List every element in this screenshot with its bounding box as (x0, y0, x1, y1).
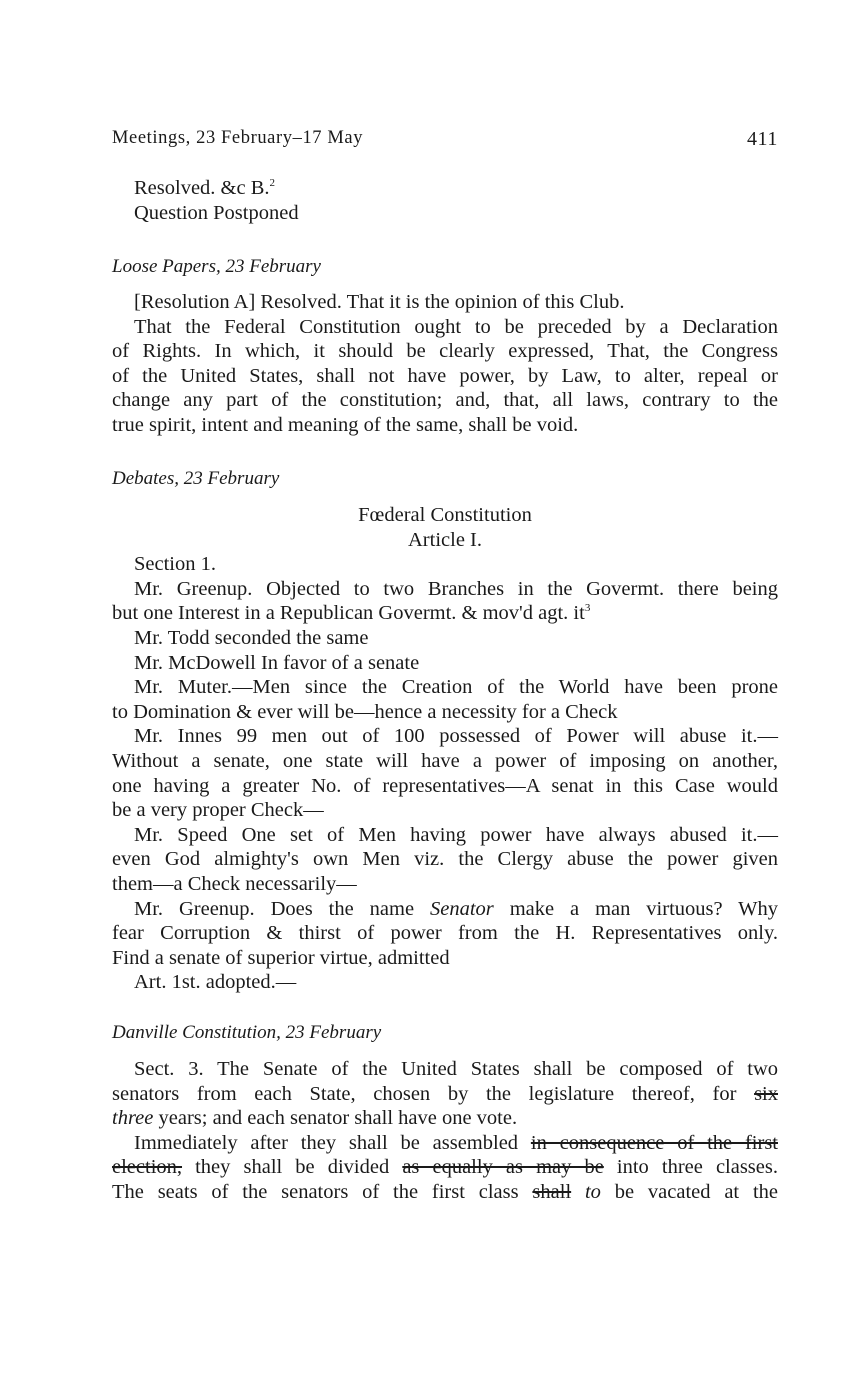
struck-text: shall (532, 1180, 572, 1203)
speech-line: Mr. McDowell In favor of a senate (134, 651, 420, 674)
paragraph-line: of the United States, shall not have power, by Law, to alter, repeal or (112, 364, 778, 387)
constitution-line (112, 1131, 778, 1156)
speech-text: make a man virtuous? Why (493, 897, 779, 920)
constitution-text: they shall be divided (182, 1156, 403, 1179)
constitution-text: be vacated at the (600, 1180, 778, 1203)
constitution-text: senators from each State, chosen by the legislature thereof, for (112, 1082, 755, 1105)
resolved-text: Resolved. &c B. (134, 177, 270, 199)
debates-body (112, 503, 778, 995)
running-head-title: Meetings, 23 February–17 May (112, 128, 364, 148)
resolution-line: [Resolution A] Resolved. That it is the opinion of this Club. (134, 291, 625, 313)
speech-line: Mr. Greenup. Objected to two Branches in the Govermt. there being (134, 577, 778, 600)
loose-papers-body (112, 290, 778, 438)
italic-word: Senator (430, 897, 494, 920)
speech-line: Without a senate, one state will have a power of imposing on another, (112, 749, 778, 772)
section-heading-danville: Danville Constitution, 23 February (112, 1022, 382, 1043)
article-number: Article I. (408, 528, 482, 551)
constitution-text: years; and each senator shall have one vote. (153, 1107, 518, 1130)
speech-line: be a very proper Check— (112, 799, 324, 822)
paragraph-line: true spirit, intent and meaning of the same, shall be void. (112, 413, 579, 436)
speech-line: them—a Check necessarily— (112, 872, 357, 895)
constitution-line (112, 1082, 778, 1107)
speech-line: Mr. Muter.—Men since the Creation of the World have been prone (134, 676, 778, 699)
struck-text: in consequence of the first (530, 1131, 778, 1154)
danville-body (112, 1057, 778, 1205)
speech-line: Mr. Innes 99 men out of 100 possessed of Power will abuse it.— (134, 725, 778, 748)
speech-line: fear Corruption & thirst of power from the H. Representatives only. (112, 922, 778, 945)
constitution-line (112, 1106, 778, 1131)
struck-text: election, (112, 1156, 183, 1179)
running-head (112, 128, 778, 149)
page-number: 411 (746, 128, 778, 150)
footnote-marker: 2 (269, 177, 276, 190)
speech-line: even God almighty's own Men viz. the Clergy abuse the power given (112, 848, 778, 871)
section-label: Section 1. (134, 553, 216, 576)
speech-text: but one Interest in a Republican Govermt. & mov'd agt. it (112, 602, 585, 625)
paragraph-line: of Rights. In which, it should be clearly expressed, That, the Congress (112, 340, 778, 363)
constitution-line: Sect. 3. The Senate of the United States shall be composed of two (134, 1058, 778, 1080)
constitution-text: The seats of the senators of the first class (112, 1180, 533, 1203)
speech-text: Mr. Greenup. Does the name (134, 897, 430, 920)
inserted-text: to (584, 1180, 601, 1203)
struck-text: as equally as may be (402, 1156, 604, 1179)
speech-line: Mr. Todd seconded the same (134, 626, 369, 649)
inserted-text: three (112, 1107, 154, 1130)
question-postponed: Question Postponed (134, 201, 299, 224)
constitution-text: into three classes. (603, 1156, 778, 1179)
opening-lines (112, 176, 778, 225)
struck-text: six (754, 1082, 778, 1105)
footnote-marker: 3 (584, 602, 591, 615)
paragraph-line: That the Federal Constitution ought to be preceded by a Declaration (134, 315, 778, 338)
section-heading-debates: Debates, 23 February (112, 468, 280, 489)
resolved-line (112, 176, 778, 201)
speech-line: Mr. Speed One set of Men having power have always abused it.— (134, 823, 778, 846)
paragraph-line: change any part of the constitution; and, that, all laws, contrary to the (112, 389, 778, 412)
speech-line: to Domination & ever will be—hence a necessity for a Check (112, 700, 618, 723)
section-heading-loose-papers: Loose Papers, 23 February (112, 256, 321, 277)
speech-line (112, 601, 778, 626)
speech-line: one having a greater No. of representatives—A senat in this Case would (112, 774, 778, 797)
constitution-line (112, 1180, 778, 1205)
article-title: Fœderal Constitution (358, 504, 532, 526)
constitution-text: Immediately after they shall be assembled (134, 1131, 531, 1154)
speech-line: Find a senate of superior virtue, admitted (112, 946, 450, 969)
adopted-line: Art. 1st. adopted.— (134, 971, 297, 994)
speech-line (112, 897, 778, 922)
constitution-line (112, 1155, 778, 1180)
